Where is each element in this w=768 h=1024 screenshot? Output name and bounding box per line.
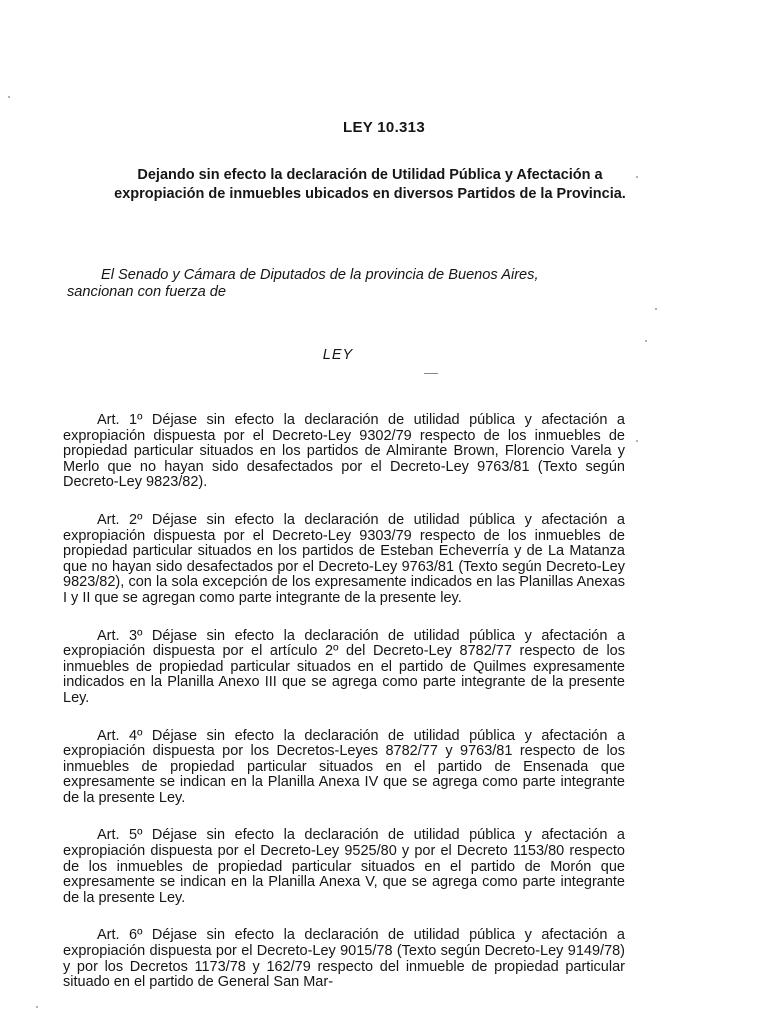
article-4: Art. 4º Déjase sin efecto la declaración de utilidad pública y afectación a expropiación dispuesta por los Decretos-Leyes 8782/77 y 9763/81 respecto de los inmuebles de propiedad particular situados en el partido de Ensenada que expresamente se indican en la Planilla Anexa IV que se agrega como parte integrante de la presente Ley. bbox=[63, 727, 625, 806]
enactment-line-2: sancionan con fuerza de bbox=[67, 284, 227, 300]
scan-speck bbox=[636, 176, 638, 178]
scan-speck bbox=[655, 308, 657, 310]
article-5: Art. 5º Déjase sin efecto la declaración de utilidad pública y afectación a expropiación dispuesta por el Decreto-Ley 9525/80 y por el Decreto 1153/80 respecto de los inmuebles de propiedad particular situados en el partido de Morón que expresamente se indican en la Planilla Anexa V, que se agrega como parte integrante de la presente Ley. bbox=[63, 827, 625, 906]
enactment-clause bbox=[67, 267, 633, 301]
article-1: Art. 1º Déjase sin efecto la declaración de utilidad pública y afectación a expropiación dispuesta por el Decreto-Ley 9302/79 respecto de los inmuebles de propiedad particular situados en los partidos de Almirante Brown, Florencio Varela y Merlo que no hayan sido desafectados por el Decreto-Ley 9763/81 (Texto según Decreto-Ley 9823/82). bbox=[63, 412, 625, 491]
article-2: Art. 2º Déjase sin efecto la declaración de utilidad pública y afectación a expropiación dispuesta por el Decreto-Ley 9303/79 respecto de los inmuebles de propiedad particular situados en los partidos de Esteban Echeverría y de La Matanza que no hayan sido desafectados por el Decreto-Ley 9763/81 (Texto según Decreto-Ley 9823/82), con la sola excepción de los expresamente indicados en las Planillas Anexas I y II que se agregan como parte integrante de la presente ley. bbox=[63, 511, 625, 606]
article-3: Art. 3º Déjase sin efecto la declaración de utilidad pública y afectación a expropiación dispuesta por el artículo 2º del Decreto-Ley 8782/77 respecto de los inmuebles de propiedad particular situados en el partido de Quilmes expresamente indicados en la Planilla Anexo III que se agrega como parte integrante de la presente Ley. bbox=[63, 627, 625, 706]
articles-section bbox=[63, 413, 625, 1013]
scan-speck bbox=[645, 340, 647, 342]
scan-speck bbox=[8, 96, 10, 98]
enactment-line-1: El Senado y Cámara de Diputados de la provincia de Buenos Aires, bbox=[101, 267, 539, 283]
article-6: Art. 6º Déjase sin efecto la declaración de utilidad pública y afectación a expropiación dispuesta por el Decreto-Ley 9015/78 (Texto según Decreto-Ley 9149/78) y por los Decretos 1173/78 y 162/79 respecto del inmueble de propiedad particular situado en el partido de General San Mar- bbox=[63, 927, 625, 991]
law-title: LEY 10.313 bbox=[343, 119, 425, 136]
heading-rule bbox=[424, 373, 438, 374]
scan-speck bbox=[636, 440, 638, 442]
scan-speck bbox=[36, 1006, 38, 1008]
law-subtitle: Dejando sin efecto la declaración de Utilidad Pública y Afectación a expropiación de inmuebles ubicados en diversos Partidos de la Provincia. bbox=[114, 167, 626, 202]
ley-heading: LEY bbox=[322, 347, 354, 363]
